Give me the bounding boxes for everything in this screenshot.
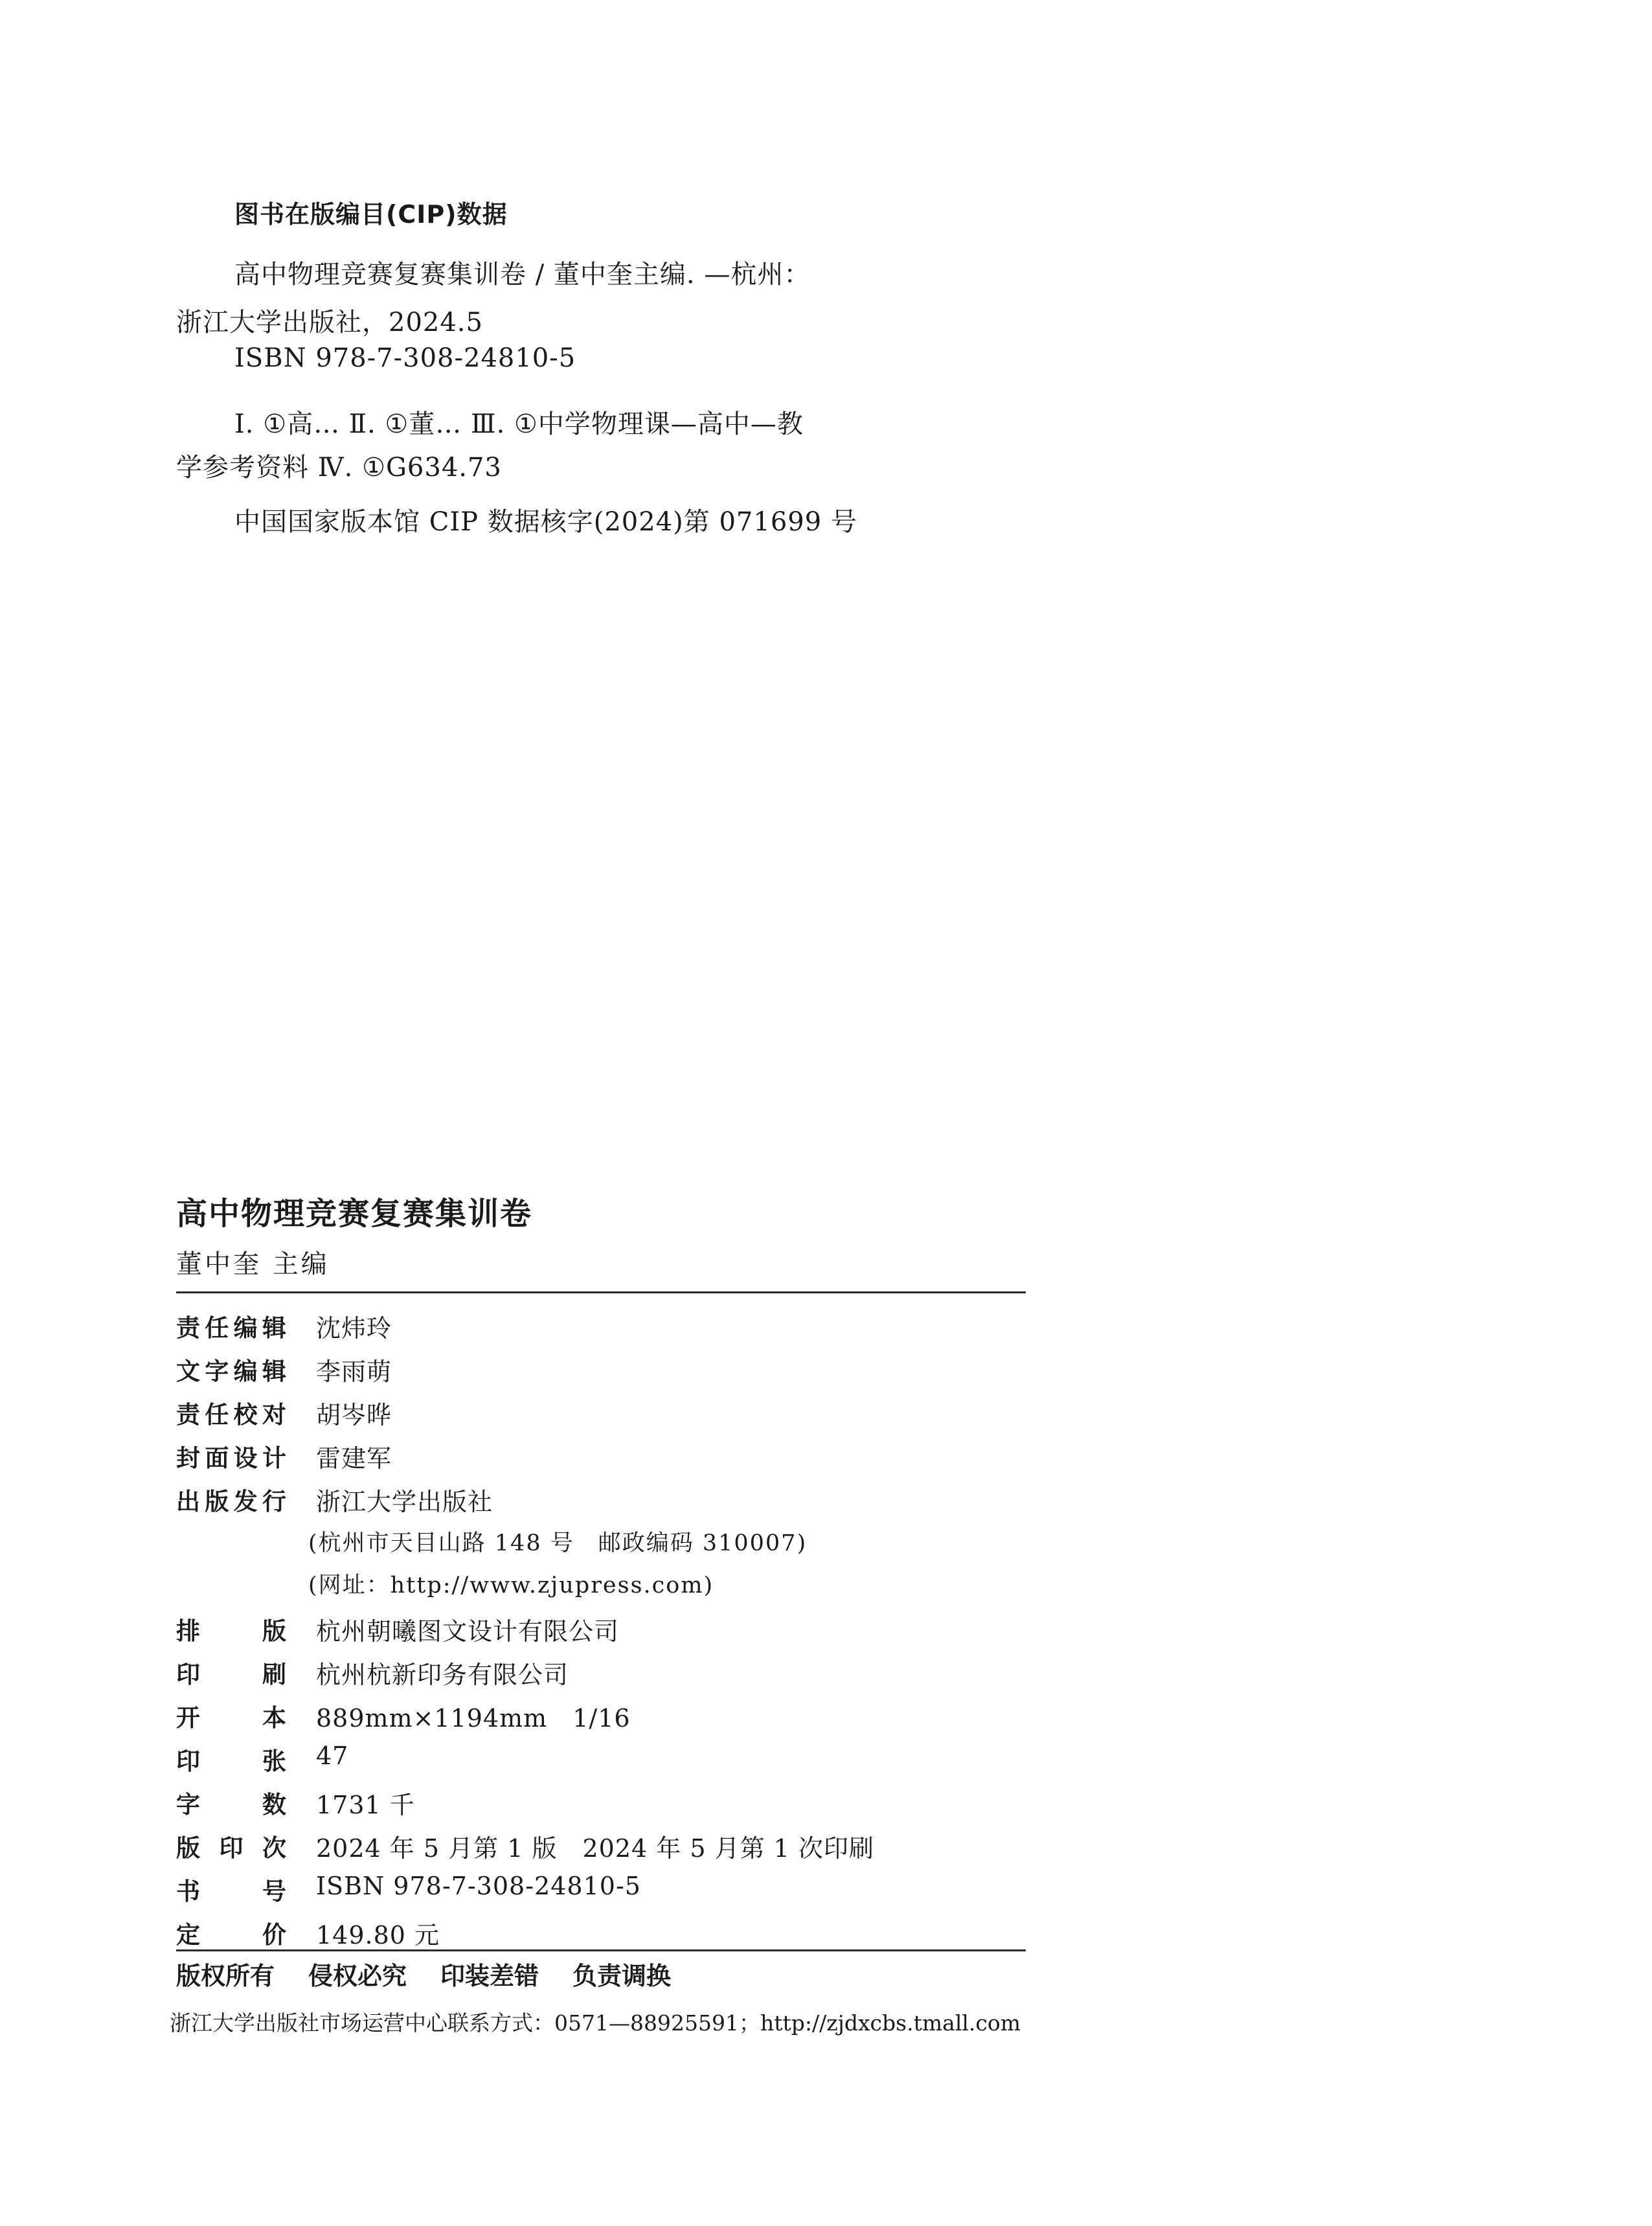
publisher-address: (杭州市天目山路 148 号 邮政编码 310007) xyxy=(308,1530,808,1556)
book-title: 高中物理竞赛复赛集训卷 xyxy=(176,1196,533,1232)
label-sheets: 印张 xyxy=(176,1747,286,1775)
value-cover-design: 雷建军 xyxy=(316,1444,392,1473)
value-word-count: 1731 千 xyxy=(316,1791,415,1819)
label-word-count: 字数 xyxy=(176,1791,286,1819)
bottom-divider xyxy=(176,1949,1026,1951)
value-price: 149.80 元 xyxy=(316,1921,440,1949)
top-divider xyxy=(176,1291,1026,1293)
label-printing: 印刷 xyxy=(176,1661,286,1688)
cip-publisher-line: 浙江大学出版社，2024.5 xyxy=(176,308,483,337)
label-text-editor: 文字编辑 xyxy=(176,1357,286,1385)
infringement-notice: 侵权必究 xyxy=(308,1962,407,1990)
value-text-editor: 李雨萌 xyxy=(316,1357,392,1386)
label-publisher: 出版发行 xyxy=(176,1488,286,1516)
value-sheets: 47 xyxy=(316,1742,349,1770)
label-cover-design: 封面设计 xyxy=(176,1444,286,1472)
book-editor: 董中奎 主编 xyxy=(176,1249,330,1279)
publisher-website: (网址：http://www.zjupress.com) xyxy=(308,1573,714,1598)
label-proofreader: 责任校对 xyxy=(176,1401,286,1429)
value-proofreader: 胡岑晔 xyxy=(316,1401,392,1429)
value-typesetting: 杭州朝曦图文设计有限公司 xyxy=(316,1617,620,1646)
value-isbn: ISBN 978-7-308-24810-5 xyxy=(316,1872,641,1900)
copyright-notice xyxy=(176,1956,705,1992)
value-responsible-editor: 沈炜玲 xyxy=(316,1314,392,1343)
print-error-notice: 印装差错 xyxy=(440,1962,539,1990)
value-printing: 杭州杭新印务有限公司 xyxy=(316,1661,569,1689)
value-format: 889mm×1194mm 1/16 xyxy=(316,1704,631,1732)
label-edition: 版印次 xyxy=(176,1834,286,1862)
value-publisher: 浙江大学出版社 xyxy=(316,1488,493,1516)
label-typesetting: 排版 xyxy=(176,1617,286,1645)
contact-info: 浙江大学出版社市场运营中心联系方式：0571—88925591；http://zjdxcbs.tmall.com xyxy=(170,2010,1021,2036)
cip-heading: 图书在版编目(CIP)数据 xyxy=(234,200,508,229)
value-edition: 2024 年 5 月第 1 版 2024 年 5 月第 1 次印刷 xyxy=(316,1834,874,1863)
cip-title-line: 高中物理竞赛复赛集训卷 / 董中奎主编. —杭州： xyxy=(234,260,811,290)
cip-classification-line: Ⅰ. ①高… Ⅱ. ①董… Ⅲ. ①中学物理课—高中—教 xyxy=(234,409,804,439)
label-responsible-editor: 责任编辑 xyxy=(176,1314,286,1342)
cip-classification-continued: 学参考资料 Ⅳ. ①G634.73 xyxy=(176,453,502,483)
label-format: 开本 xyxy=(176,1704,286,1732)
label-isbn: 书号 xyxy=(176,1878,286,1905)
rights-reserved: 版权所有 xyxy=(176,1962,275,1990)
cip-isbn-line: ISBN 978-7-308-24810-5 xyxy=(234,343,576,373)
replacement-notice: 负责调换 xyxy=(572,1962,672,1990)
label-price: 定价 xyxy=(176,1921,286,1949)
cip-record-number: 中国国家版本馆 CIP 数据核字(2024)第 071699 号 xyxy=(234,507,857,537)
